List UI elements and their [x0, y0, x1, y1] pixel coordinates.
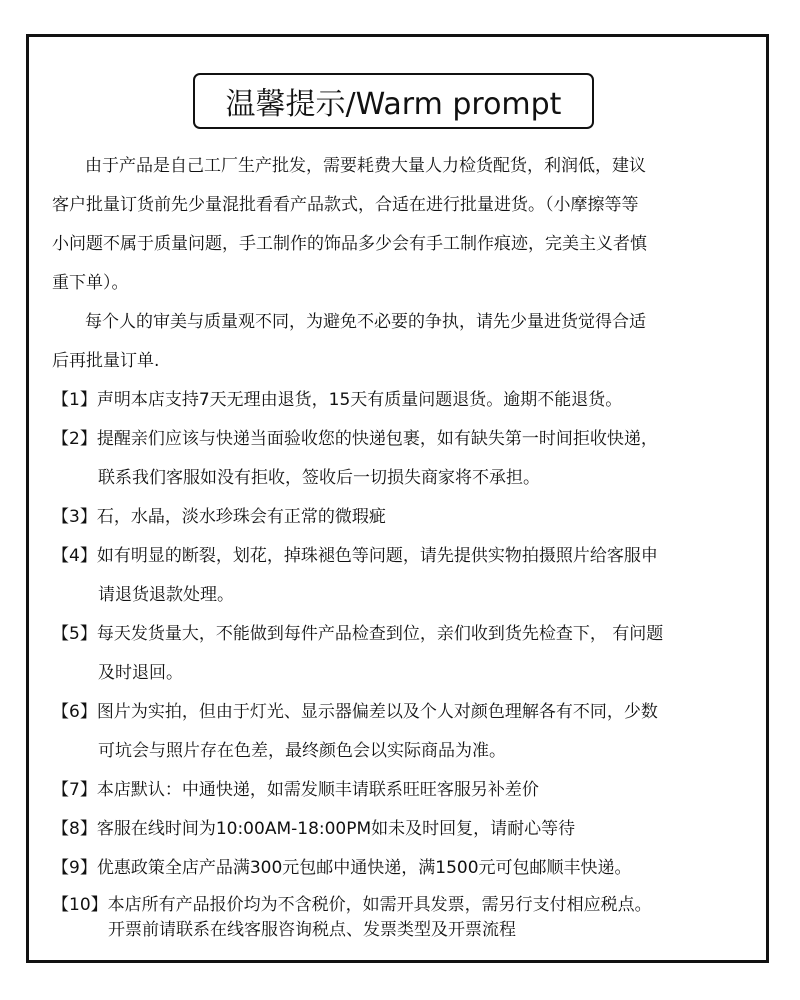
- notice-item-1: [52, 381, 752, 420]
- item-text: 每天发货量大，不能做到每件产品检查到位，亲们收到货先检查下， 有问题: [96, 624, 664, 644]
- paragraph-line: 每个人的审美与质量观不同，为避免不必要的争执，请先少量进货觉得合适: [85, 312, 646, 332]
- item-text: 如有明显的断裂，划花，掉珠褪色等问题，请先提供实物拍摄照片给客服申: [96, 546, 658, 566]
- item-number: 【5】: [52, 624, 97, 644]
- paragraph-line: 由于产品是自己工厂生产批发，需要耗费大量人力检货配货，利润低，建议: [85, 156, 646, 176]
- item-number: 【3】: [52, 507, 97, 527]
- notice-item-9: [52, 849, 752, 888]
- item-text: 本店默认：中通快递，如需发顺丰请联系旺旺客服另补差价: [96, 780, 539, 800]
- item-text: 提醒亲们应该与快递当面验收您的快递包裹，如有缺失第一时间拒收快递，: [96, 429, 658, 449]
- notice-item-8: [52, 810, 752, 849]
- item-text: 开票前请联系在线客服咨询税点、发票类型及开票流程: [108, 920, 516, 940]
- paragraph-line: 客户批量订货前先少量混批看看产品款式，合适在进行批量进货。（小摩擦等等: [52, 195, 639, 215]
- item-number: 【1】: [52, 390, 97, 410]
- item-text: 及时退回。: [98, 663, 183, 683]
- notice-item-10: [52, 892, 752, 942]
- item-text: 客服在线时间为10:00AM-18:00PM如未及时回复，请耐心等待: [96, 819, 576, 839]
- item-text: 请退货退款处理。: [98, 585, 234, 605]
- intro-paragraph-2: [52, 303, 752, 381]
- item-number: 【8】: [52, 819, 97, 839]
- item-number: 【2】: [52, 429, 97, 449]
- item-text: 声明本店支持7天无理由退货，15天有质量问题退货。逾期不能退货。: [96, 390, 623, 410]
- item-text: 石，水晶，淡水珍珠会有正常的微瑕疵: [96, 507, 386, 527]
- item-number: 【9】: [52, 858, 97, 878]
- item-number: 【6】: [52, 702, 97, 722]
- item-text: 本店所有产品报价均为不含税价，如需开具发票，需另行支付相应税点。: [107, 895, 652, 915]
- paragraph-line: 小问题不属于质量问题，手工制作的饰品多少会有手工制作痕迹，完美主义者慎: [52, 234, 647, 254]
- item-text: 优惠政策全店产品满300元包邮中通快递，满1500元可包邮顺丰快递。: [96, 858, 632, 878]
- item-number: 【7】: [52, 780, 97, 800]
- notice-item-4: [52, 537, 752, 615]
- notice-item-5: [52, 615, 752, 693]
- item-number: 【4】: [52, 546, 97, 566]
- item-number: 【10】: [52, 895, 108, 915]
- notice-content: [52, 147, 752, 942]
- notice-item-2: [52, 420, 752, 498]
- notice-title: 温馨提示/Warm prompt: [193, 73, 594, 129]
- item-text: 可坑会与照片存在色差，最终颜色会以实际商品为准。: [98, 741, 506, 761]
- notice-item-3: [52, 498, 752, 537]
- item-text: 联系我们客服如没有拒收，签收后一切损失商家将不承担。: [98, 468, 540, 488]
- paragraph-line: 重下单）。: [52, 273, 129, 293]
- notice-item-6: [52, 693, 752, 771]
- notice-item-7: [52, 771, 752, 810]
- intro-paragraph-1: [52, 147, 752, 303]
- item-text: 图片为实拍，但由于灯光、显示器偏差以及个人对颜色理解各有不同，少数: [96, 702, 658, 722]
- paragraph-line: 后再批量订单.: [52, 351, 160, 371]
